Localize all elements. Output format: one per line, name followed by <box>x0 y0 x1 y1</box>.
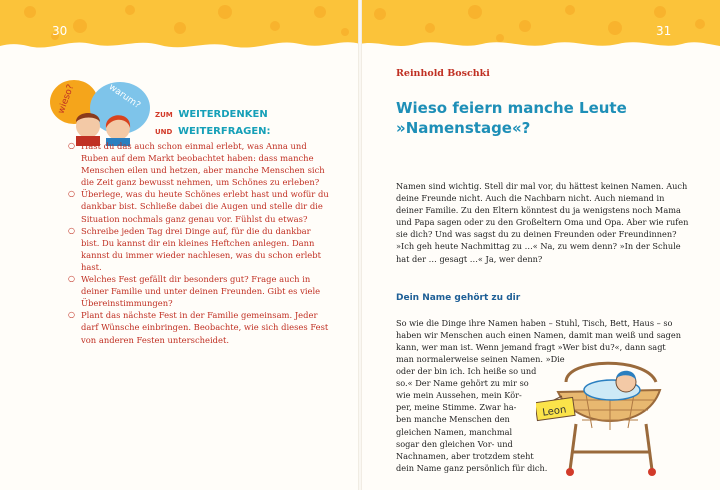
circle-bullet-icon: ○ <box>68 274 75 284</box>
text-line: man normalerweise seinen Namen. »Die <box>396 354 565 364</box>
list-item: ○ Überlege, was du heute Schönes erlebt hast und wofür du dankbar bist. Schließe dabei die Augen und stelle dir die Situation nochmals ganz genau vor. Fühlst du etwas? <box>68 189 329 224</box>
question-list <box>68 140 330 346</box>
bubble-left-text: wieso? <box>56 83 77 116</box>
list-item: ○ Welches Fest gefällt dir besonders gut? Frage auch in deiner Familie und unter deinen Freunden. Gibt es viele Übereinstimmungen? <box>68 274 321 309</box>
book-gutter <box>358 0 362 490</box>
text-line: so.« Der Name gehört zu mir so <box>396 378 529 389</box>
list-item: ○ Plant das nächste Fest in der Familie gemeinsam. Jeder darf Wünsche einbringen. Beobachte, wie sich dieses Fest von anderen Festen unterscheidet. <box>68 310 329 345</box>
heading-big-2: WEITERFRAGEN: <box>177 126 271 137</box>
circle-bullet-icon: ○ <box>68 225 75 235</box>
intro-paragraph: Namen sind wichtig. Stell dir mal vor, du hättest keinen Namen. Auch deine Freunde nicht. Auch die Nachbarn nicht. Auch niemand in deiner Familie. Zu den Eltern könntest du ja wenigstens noch Mama und Papa sagen oder zu den Großeltern Oma und Opa. Aber wie rufen sie dich? Und was sagst du zu deinen Freunden oder Freundinnen? »Ich geh heute Nachmittag zu …« Na, zu wem denn? »In der Schule hat der … gesagt …« Ja, wer denn? <box>396 181 689 264</box>
circle-bullet-icon: ○ <box>68 189 75 199</box>
title-line: Wieso feiern manche Leute <box>396 99 627 117</box>
page-number: 30 <box>52 24 68 38</box>
title-line: »Namenstage«? <box>396 119 531 137</box>
body-paragraph: So wie die Dinge ihre Namen haben – Stuhl, Tisch, Bett, Haus – so haben wir Menschen auch einen Namen, damit man weiß und sagen kann, wer man ist. Wenn jemand fragt »Wer bist du?«, dann sagt <box>396 318 682 353</box>
page-number: 31 <box>656 24 672 38</box>
bubble-right-text: warum? <box>106 82 142 111</box>
name-tag-text: Leon <box>541 404 568 419</box>
text-line: wie mein Aussehen, mein Kör- <box>396 390 522 401</box>
text-line: Nachnamen, aber trotzdem steht <box>396 450 534 461</box>
list-item: ○ Hast du das auch schon einmal erlebt, was Anna und Ruben auf dem Markt beobachtet haben: dass manche Menschen eilen und hetzen, aber manche Menschen sich die Zeit ganz bewusst nehmen, um Schönes zu erleben? <box>68 141 325 188</box>
text-line: gleichen Namen, manchmal <box>396 426 513 437</box>
text-line: per, meine Stimme. Zwar ha- <box>396 402 517 413</box>
text-line: ben manche Menschen den <box>396 414 510 425</box>
circle-bullet-icon: ○ <box>68 310 75 320</box>
heading-small-2: UND <box>155 128 173 136</box>
text-line: sogar den gleichen Vor- und <box>396 438 513 449</box>
author-name: Reinhold Boschki <box>396 68 490 79</box>
heading-small-1: ZUM <box>155 111 173 119</box>
page-title <box>396 98 696 138</box>
think-further-heading <box>155 105 271 139</box>
list-item: ○ Schreibe jeden Tag drei Dinge auf, für die du dankbar bist. Du kannst dir ein kleines Heftchen anlegen. Dann kannst du immer wieder nachlesen, was du schon erlebt hast. <box>68 225 321 272</box>
circle-bullet-icon: ○ <box>68 141 75 150</box>
section-heading: Dein Name gehört zu dir <box>396 293 521 303</box>
baby-cradle-illustration <box>536 352 666 480</box>
right-page <box>360 0 720 490</box>
text-line: dein Name ganz persönlich für dich. <box>396 462 548 473</box>
text-line: oder der bin ich. Ich heiße so und <box>396 366 537 377</box>
thinking-kids-illustration <box>48 76 158 146</box>
heading-big-1: WEITERDENKEN <box>178 109 268 120</box>
